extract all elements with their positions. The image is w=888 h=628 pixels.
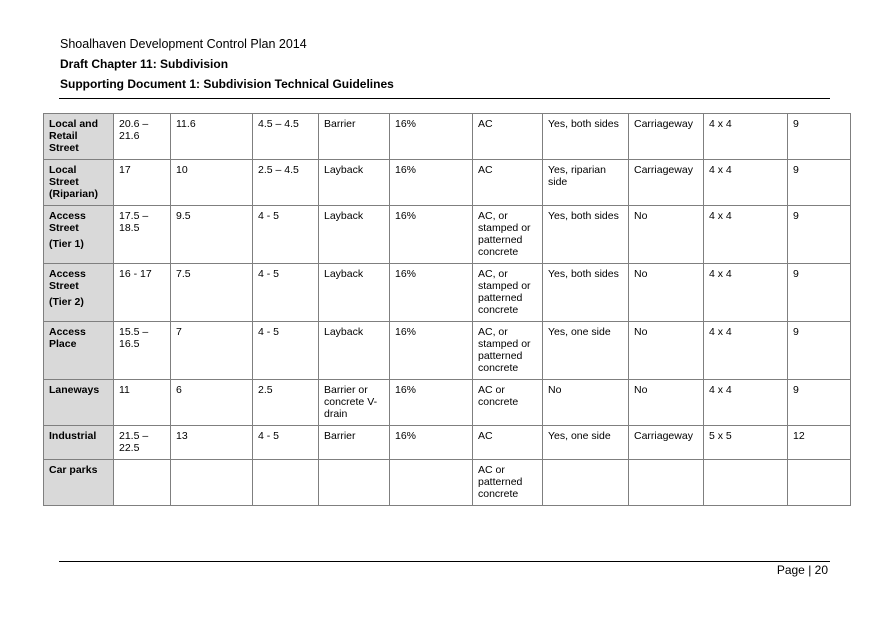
table-cell: 9 (788, 322, 851, 380)
table-cell (114, 460, 171, 506)
row-name: Access Street (49, 210, 86, 234)
row-tier: (Tier 1) (49, 238, 84, 250)
row-header-cell (44, 264, 114, 322)
table-cell: 20.6 – 21.6 (114, 114, 171, 160)
table-cell (788, 460, 851, 506)
table-cell: No (629, 206, 704, 264)
table-cell (253, 460, 319, 506)
table-cell: 4 x 4 (704, 206, 788, 264)
table-cell: Layback (319, 264, 390, 322)
table-cell: 11 (114, 380, 171, 426)
table-cell: 9 (788, 380, 851, 426)
footer-divider (59, 561, 830, 562)
table-cell: Layback (319, 160, 390, 206)
table-cell: 16% (390, 426, 473, 460)
table-body (44, 114, 851, 506)
table-cell: AC, or stamped or patterned concrete (473, 206, 543, 264)
table-cell: Layback (319, 322, 390, 380)
table-cell: No (543, 380, 629, 426)
row-tier: (Tier 2) (49, 296, 84, 308)
table-cell: No (629, 322, 704, 380)
table-cell: AC, or stamped or patterned concrete (473, 322, 543, 380)
road-specification-table (43, 113, 851, 506)
supporting-document-title: Supporting Document 1: Subdivision Technical Guidelines (60, 77, 394, 91)
table-cell (543, 460, 629, 506)
table-cell: No (629, 380, 704, 426)
table-cell (629, 460, 704, 506)
row-header-cell (44, 322, 114, 380)
page-header (60, 34, 830, 94)
table-cell: 9 (788, 114, 851, 160)
table-cell: Barrier (319, 114, 390, 160)
table-cell: 16 - 17 (114, 264, 171, 322)
row-header-cell (44, 160, 114, 206)
table-cell: Barrier or concrete V-drain (319, 380, 390, 426)
table-cell: 9.5 (171, 206, 253, 264)
table-cell: AC (473, 160, 543, 206)
table-cell (704, 460, 788, 506)
table-cell: 16% (390, 264, 473, 322)
table-cell: AC, or stamped or patterned concrete (473, 264, 543, 322)
table-cell: Carriageway (629, 426, 704, 460)
chapter-title: Draft Chapter 11: Subdivision (60, 57, 229, 71)
table-row (44, 426, 851, 460)
table-cell (390, 460, 473, 506)
table-cell: 10 (171, 160, 253, 206)
table-cell: 2.5 (253, 380, 319, 426)
row-header-cell (44, 114, 114, 160)
table-cell: Carriageway (629, 160, 704, 206)
table-cell: AC (473, 426, 543, 460)
row-header-cell (44, 206, 114, 264)
row-name: Car parks (49, 464, 98, 476)
table-row (44, 380, 851, 426)
table-cell: AC or concrete (473, 380, 543, 426)
table-row (44, 114, 851, 160)
table-cell: Yes, one side (543, 322, 629, 380)
table-cell: 4 x 4 (704, 160, 788, 206)
row-name: Industrial (49, 430, 97, 442)
table-cell: AC or patterned concrete (473, 460, 543, 506)
table-row (44, 206, 851, 264)
table-cell: Yes, riparian side (543, 160, 629, 206)
table-cell: 4 - 5 (253, 206, 319, 264)
row-header-cell (44, 380, 114, 426)
table-cell: 16% (390, 206, 473, 264)
table-cell: 4 - 5 (253, 264, 319, 322)
table-cell: 4 x 4 (704, 114, 788, 160)
table-cell: 9 (788, 160, 851, 206)
table-cell: 4 - 5 (253, 426, 319, 460)
table-cell: 12 (788, 426, 851, 460)
row-header-cell (44, 460, 114, 506)
table-cell: 6 (171, 380, 253, 426)
table-cell (171, 460, 253, 506)
row-header-cell (44, 426, 114, 460)
table-cell: 4 - 5 (253, 322, 319, 380)
table-cell: Yes, one side (543, 426, 629, 460)
document-title: Shoalhaven Development Control Plan 2014 (60, 37, 307, 51)
table-cell: 16% (390, 380, 473, 426)
table-row (44, 264, 851, 322)
table-cell: Yes, both sides (543, 264, 629, 322)
table-cell: 13 (171, 426, 253, 460)
row-name: Laneways (49, 384, 100, 396)
header-divider (59, 98, 830, 99)
row-name: Local Street (Riparian) (49, 164, 99, 200)
table-cell: 4 x 4 (704, 380, 788, 426)
table-row (44, 322, 851, 380)
table-row (44, 460, 851, 506)
table-cell (319, 460, 390, 506)
table-cell: Yes, both sides (543, 206, 629, 264)
table-cell: Yes, both sides (543, 114, 629, 160)
table-cell: 9 (788, 206, 851, 264)
table-cell: 5 x 5 (704, 426, 788, 460)
table-cell: 4.5 – 4.5 (253, 114, 319, 160)
table-cell: 4 x 4 (704, 322, 788, 380)
page-number: Page | 20 (776, 563, 828, 577)
table-cell: 4 x 4 (704, 264, 788, 322)
row-name: Access Place (49, 326, 86, 350)
table-cell: Barrier (319, 426, 390, 460)
table-cell: AC (473, 114, 543, 160)
row-name: Local and Retail Street (49, 118, 99, 154)
table-cell: 16% (390, 322, 473, 380)
table-cell: 16% (390, 114, 473, 160)
row-name: Access Street (49, 268, 86, 292)
table-cell: 9 (788, 264, 851, 322)
table-cell: Carriageway (629, 114, 704, 160)
table-cell: 15.5 – 16.5 (114, 322, 171, 380)
table-cell: 17 (114, 160, 171, 206)
table-cell: 21.5 – 22.5 (114, 426, 171, 460)
table-cell: Layback (319, 206, 390, 264)
table-cell: 16% (390, 160, 473, 206)
table-cell: 2.5 – 4.5 (253, 160, 319, 206)
table-cell: 7.5 (171, 264, 253, 322)
table-row (44, 160, 851, 206)
table-cell: 11.6 (171, 114, 253, 160)
table-cell: 17.5 – 18.5 (114, 206, 171, 264)
table-cell: No (629, 264, 704, 322)
table-cell: 7 (171, 322, 253, 380)
